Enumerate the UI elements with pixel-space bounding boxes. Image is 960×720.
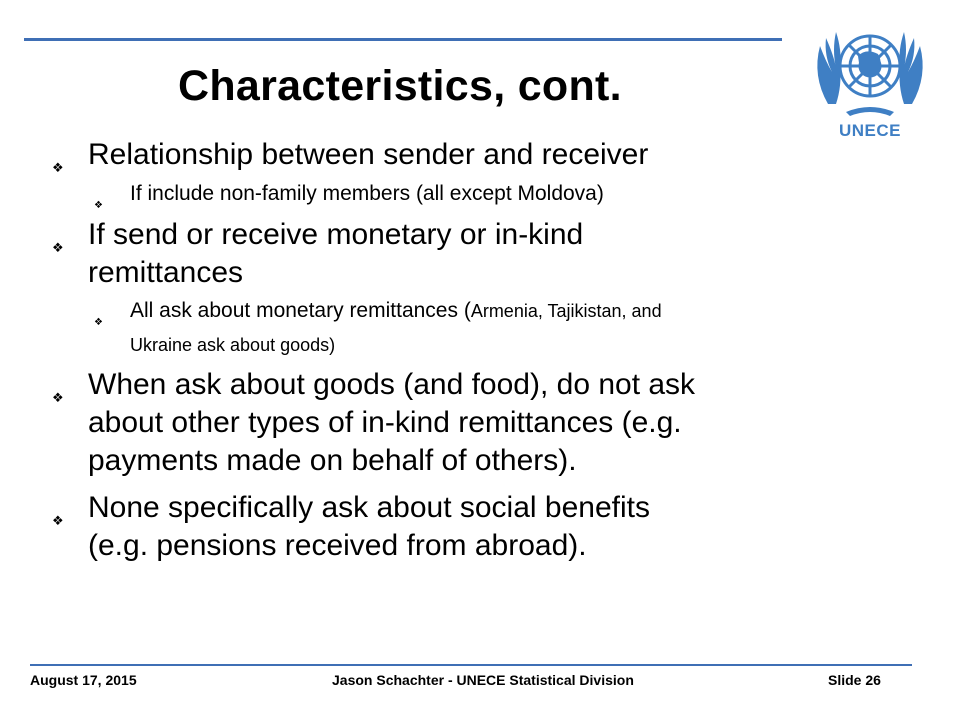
bullet-continuation	[52, 442, 912, 480]
bullet-text: (e.g. pensions received from abroad).	[88, 529, 587, 562]
unece-logo	[806, 16, 934, 146]
bullet-text: If include non-family members (all except Moldova)	[130, 182, 604, 205]
bullet-text: remittances	[88, 256, 244, 289]
top-divider	[24, 38, 782, 41]
footer-date: August 17, 2015	[30, 672, 137, 688]
sub-bullet-item	[52, 177, 912, 211]
bullet-item	[52, 489, 912, 527]
bottom-divider	[30, 664, 912, 666]
diamond-bullet-icon: ❖	[52, 160, 64, 175]
bullet-list	[52, 136, 912, 565]
diamond-bullet-icon: ❖	[52, 240, 64, 255]
bullet-text: payments made on behalf of others).	[88, 444, 577, 477]
logo-text: UNECE	[838, 121, 901, 140]
bullet-continuation	[52, 404, 912, 442]
footer-author: Jason Schachter - UNECE Statistical Division	[332, 672, 634, 688]
bullet-text: Relationship between sender and receiver	[88, 138, 649, 171]
footer-slide-number: Slide 26	[828, 672, 881, 688]
bullet-continuation	[52, 254, 912, 292]
bullet-text: When ask about goods (and food), do not ask	[88, 368, 696, 401]
bullet-continuation	[52, 328, 912, 362]
diamond-bullet-icon: ❖	[94, 200, 103, 211]
diamond-bullet-icon: ❖	[52, 513, 64, 528]
bullet-text-small: Armenia, Tajikistan, and	[470, 301, 662, 321]
bullet-text-small: Ukraine ask about goods)	[130, 335, 336, 355]
bullet-text: If send or receive monetary or in-kind	[88, 218, 584, 251]
bullet-text: None specifically ask about social benefits	[88, 491, 650, 524]
bullet-item	[52, 216, 912, 254]
sub-bullet-item	[52, 294, 912, 328]
bullet-item	[52, 136, 912, 174]
slide-title: Characteristics, cont.	[178, 62, 622, 110]
bullet-text: about other types of in-kind remittances (e.g.	[88, 406, 682, 439]
bullet-item	[52, 366, 912, 404]
un-emblem-icon	[806, 16, 934, 120]
bullet-continuation	[52, 527, 912, 565]
diamond-bullet-icon: ❖	[52, 390, 64, 405]
diamond-bullet-icon: ❖	[94, 317, 103, 328]
bullet-text: All ask about monetary remittances (	[130, 299, 471, 322]
